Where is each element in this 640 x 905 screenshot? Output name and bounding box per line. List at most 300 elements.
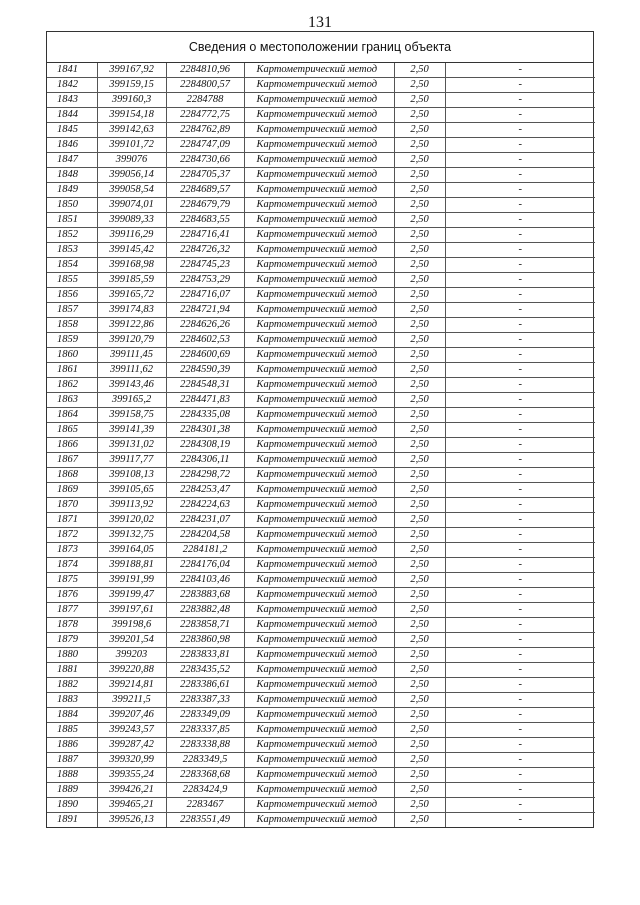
accuracy-cell: 2,50 — [394, 663, 445, 678]
note-cell: - — [445, 258, 595, 273]
x-coordinate-cell: 399185,59 — [97, 273, 166, 288]
method-cell: Картометрический метод — [244, 768, 394, 783]
table-row — [47, 348, 595, 363]
method-cell: Картометрический метод — [244, 618, 394, 633]
y-coordinate-cell: 2284306,11 — [166, 453, 244, 468]
table-row — [47, 213, 595, 228]
y-coordinate-cell: 2283337,85 — [166, 723, 244, 738]
x-coordinate-cell: 399108,13 — [97, 468, 166, 483]
accuracy-cell: 2,50 — [394, 588, 445, 603]
note-cell: - — [445, 588, 595, 603]
table-row — [47, 243, 595, 258]
point-number-cell: 1864 — [47, 408, 97, 423]
note-cell: - — [518, 814, 522, 826]
x-coordinate-cell: 399120,02 — [97, 513, 166, 528]
table-row — [47, 303, 595, 318]
y-coordinate-cell: 2284683,55 — [166, 213, 244, 228]
note-cell: - — [445, 663, 595, 678]
table-row — [47, 663, 595, 678]
accuracy-cell: 2,50 — [394, 348, 445, 363]
accuracy-cell: 2,50 — [394, 633, 445, 648]
y-coordinate-cell: 2283467 — [166, 798, 244, 813]
method-cell: Картометрический метод — [244, 63, 394, 78]
accuracy-cell: 2,50 — [394, 303, 445, 318]
y-coordinate-cell: 2284308,19 — [166, 438, 244, 453]
method-cell: Картометрический метод — [244, 453, 394, 468]
point-number-cell: 1878 — [47, 618, 97, 633]
method-cell: Картометрический метод — [244, 723, 394, 738]
table-row — [47, 153, 595, 168]
method-cell: Картометрический метод — [244, 513, 394, 528]
note-cell: - — [445, 438, 595, 453]
point-number-cell: 1862 — [47, 378, 97, 393]
note-cell: - — [445, 558, 595, 573]
y-coordinate-cell: 2284730,66 — [166, 153, 244, 168]
accuracy-cell: 2,50 — [394, 288, 445, 303]
x-coordinate-cell: 399287,42 — [97, 738, 166, 753]
method-cell: Картометрический метод — [244, 693, 394, 708]
x-coordinate-cell: 399243,57 — [97, 723, 166, 738]
y-coordinate-cell: 2283368,68 — [166, 768, 244, 783]
accuracy-cell: 2,50 — [394, 228, 445, 243]
table-row — [47, 183, 595, 198]
note-cell: - — [445, 798, 595, 813]
accuracy-cell: 2,50 — [394, 273, 445, 288]
note-cell: - — [445, 498, 595, 513]
x-coordinate-cell: 399198,6 — [97, 618, 166, 633]
note-cell: - — [445, 303, 595, 318]
table-row — [47, 603, 595, 618]
x-coordinate-cell: 399188,81 — [97, 558, 166, 573]
method-cell: Картометрический метод — [244, 93, 394, 108]
point-number-cell: 1887 — [47, 753, 97, 768]
note-cell: - — [445, 648, 595, 663]
y-coordinate-cell: 2283435,52 — [166, 663, 244, 678]
x-coordinate-cell: 399122,86 — [97, 318, 166, 333]
x-coordinate-cell: 399089,33 — [97, 213, 166, 228]
y-coordinate-cell: 2284772,75 — [166, 108, 244, 123]
point-number-cell: 1856 — [47, 288, 97, 303]
point-number-cell: 1890 — [47, 798, 97, 813]
method-cell: Картометрический метод — [244, 468, 394, 483]
table-row — [47, 333, 595, 348]
table-row — [47, 423, 595, 438]
y-coordinate-cell: 2284253,47 — [166, 483, 244, 498]
table-row — [47, 318, 595, 333]
method-cell: Картометрический метод — [244, 153, 394, 168]
x-coordinate-cell: 399145,42 — [97, 243, 166, 258]
method-cell: Картометрический метод — [244, 78, 394, 93]
note-cell: - — [445, 423, 595, 438]
accuracy-cell: 2,50 — [394, 483, 445, 498]
accuracy-cell: 2,50 — [394, 498, 445, 513]
accuracy-cell: 2,50 — [394, 603, 445, 618]
accuracy-cell: 2,50 — [394, 513, 445, 528]
x-coordinate-cell: 399159,15 — [97, 78, 166, 93]
y-coordinate-cell: 2283349,5 — [166, 753, 244, 768]
y-coordinate-cell: 2284800,57 — [166, 78, 244, 93]
note-cell: - — [445, 408, 595, 423]
x-coordinate-cell: 399174,83 — [97, 303, 166, 318]
accuracy-cell: 2,50 — [394, 768, 445, 783]
note-cell: - — [445, 243, 595, 258]
x-coordinate-cell: 399320,99 — [97, 753, 166, 768]
note-cell: - — [445, 198, 595, 213]
point-number-cell: 1871 — [47, 513, 97, 528]
x-coordinate-cell: 399074,01 — [97, 198, 166, 213]
point-number-cell: 1851 — [47, 213, 97, 228]
x-coordinate-cell: 399197,61 — [97, 603, 166, 618]
table-row — [47, 138, 595, 153]
note-cell: - — [445, 93, 595, 108]
method-cell: Картометрический метод — [244, 348, 394, 363]
y-coordinate-cell: 2283858,71 — [166, 618, 244, 633]
method-cell: Картометрический метод — [244, 423, 394, 438]
x-coordinate-cell: 399164,05 — [97, 543, 166, 558]
y-coordinate-cell: 2284747,09 — [166, 138, 244, 153]
method-cell: Картометрический метод — [244, 318, 394, 333]
table-row — [47, 678, 595, 693]
accuracy-cell: 2,50 — [394, 648, 445, 663]
note-cell: - — [445, 603, 595, 618]
y-coordinate-cell: 2284716,41 — [166, 228, 244, 243]
note-cell: - — [445, 573, 595, 588]
y-coordinate-cell: 2284590,39 — [166, 363, 244, 378]
method-cell: Картометрический метод — [244, 798, 394, 813]
accuracy-cell: 2,50 — [394, 753, 445, 768]
note-cell: - — [445, 618, 595, 633]
note-cell: - — [445, 213, 595, 228]
table-row — [47, 123, 595, 138]
y-coordinate-cell: 2284810,96 — [166, 63, 244, 78]
x-coordinate-cell: 399076 — [97, 153, 166, 168]
x-coordinate-cell: 399056,14 — [97, 168, 166, 183]
note-cell: - — [445, 78, 595, 93]
method-cell: Картометрический метод — [244, 483, 394, 498]
x-coordinate-cell: 399191,99 — [97, 573, 166, 588]
x-coordinate-cell: 399526,13 — [97, 813, 166, 828]
method-cell: Картометрический метод — [244, 123, 394, 138]
method-cell: Картометрический метод — [244, 738, 394, 753]
method-cell: Картометрический метод — [244, 543, 394, 558]
table-row — [47, 63, 595, 78]
coordinates-table — [47, 63, 595, 827]
table-row — [47, 738, 595, 753]
accuracy-cell: 2,50 — [394, 213, 445, 228]
x-coordinate-cell: 399165,2 — [97, 393, 166, 408]
table-row — [47, 498, 595, 513]
y-coordinate-cell: 2284181,2 — [166, 543, 244, 558]
x-coordinate-cell: 399165,72 — [97, 288, 166, 303]
accuracy-cell: 2,50 — [394, 723, 445, 738]
accuracy-cell: 2,50 — [394, 393, 445, 408]
note-cell: - — [445, 483, 595, 498]
note-cell: - — [445, 753, 595, 768]
point-number-cell: 1886 — [47, 738, 97, 753]
accuracy-cell: 2,50 — [394, 183, 445, 198]
table-row — [47, 618, 595, 633]
point-number-cell: 1848 — [47, 168, 97, 183]
x-coordinate-cell: 399120,79 — [97, 333, 166, 348]
x-coordinate-cell: 399220,88 — [97, 663, 166, 678]
y-coordinate-cell: 2284301,38 — [166, 423, 244, 438]
point-number-cell: 1891 — [47, 813, 97, 828]
y-coordinate-cell: 2283386,61 — [166, 678, 244, 693]
accuracy-cell: 2,50 — [394, 678, 445, 693]
x-coordinate-cell: 399116,29 — [97, 228, 166, 243]
table-row — [47, 558, 595, 573]
accuracy-cell: 2,50 — [394, 813, 445, 828]
x-coordinate-cell: 399141,39 — [97, 423, 166, 438]
point-number-cell: 1881 — [47, 663, 97, 678]
table-row — [47, 528, 595, 543]
accuracy-cell: 2,50 — [394, 63, 445, 78]
method-cell: Картометрический метод — [244, 243, 394, 258]
note-cell: - — [445, 693, 595, 708]
table-row — [47, 228, 595, 243]
note-cell: - — [445, 468, 595, 483]
point-number-cell: 1875 — [47, 573, 97, 588]
x-coordinate-cell: 399211,5 — [97, 693, 166, 708]
point-number-cell: 1852 — [47, 228, 97, 243]
table-row — [47, 378, 595, 393]
accuracy-cell: 2,50 — [394, 528, 445, 543]
x-coordinate-cell: 399207,46 — [97, 708, 166, 723]
note-cell: - — [445, 783, 595, 798]
table-row — [47, 723, 595, 738]
note-cell: - — [445, 393, 595, 408]
table-row — [47, 543, 595, 558]
accuracy-cell: 2,50 — [394, 168, 445, 183]
method-cell: Картометрический метод — [244, 648, 394, 663]
table-row — [47, 588, 595, 603]
method-cell: Картометрический метод — [244, 138, 394, 153]
accuracy-cell: 2,50 — [394, 453, 445, 468]
note-cell: - — [445, 723, 595, 738]
method-cell: Картометрический метод — [244, 678, 394, 693]
point-number-cell: 1855 — [47, 273, 97, 288]
x-coordinate-cell: 399132,75 — [97, 528, 166, 543]
accuracy-cell: 2,50 — [394, 123, 445, 138]
accuracy-cell: 2,50 — [394, 618, 445, 633]
method-cell: Картометрический метод — [244, 588, 394, 603]
method-cell: Картометрический метод — [244, 663, 394, 678]
accuracy-cell: 2,50 — [394, 363, 445, 378]
accuracy-cell: 2,50 — [394, 438, 445, 453]
accuracy-cell: 2,50 — [394, 558, 445, 573]
point-number-cell: 1872 — [47, 528, 97, 543]
note-cell: - — [445, 363, 595, 378]
point-number-cell: 1857 — [47, 303, 97, 318]
point-number-cell: 1882 — [47, 678, 97, 693]
method-cell: Картометрический метод — [244, 378, 394, 393]
x-coordinate-cell: 399203 — [97, 648, 166, 663]
note-cell: - — [445, 138, 595, 153]
y-coordinate-cell: 2284679,79 — [166, 198, 244, 213]
table-row — [47, 438, 595, 453]
table-row — [47, 78, 595, 93]
method-cell: Картометрический метод — [244, 228, 394, 243]
note-cell: - — [445, 153, 595, 168]
x-coordinate-cell: 399167,92 — [97, 63, 166, 78]
table-row — [47, 258, 595, 273]
point-number-cell: 1841 — [47, 63, 97, 78]
note-cell: - — [445, 228, 595, 243]
note-cell: - — [445, 738, 595, 753]
method-cell: Картометрический метод — [244, 528, 394, 543]
method-cell: Картометрический метод — [244, 558, 394, 573]
note-cell: - — [445, 273, 595, 288]
x-coordinate-cell: 399154,18 — [97, 108, 166, 123]
y-coordinate-cell: 2284726,32 — [166, 243, 244, 258]
y-coordinate-cell: 2283349,09 — [166, 708, 244, 723]
note-cell: - — [445, 678, 595, 693]
accuracy-cell: 2,50 — [394, 573, 445, 588]
table-row — [47, 693, 595, 708]
point-number-cell: 1880 — [47, 648, 97, 663]
y-coordinate-cell: 2284602,53 — [166, 333, 244, 348]
y-coordinate-cell: 2284231,07 — [166, 513, 244, 528]
point-number-cell: 1883 — [47, 693, 97, 708]
method-cell: Картометрический метод — [244, 258, 394, 273]
method-cell: Картометрический метод — [244, 273, 394, 288]
point-number-cell: 1849 — [47, 183, 97, 198]
point-number-cell: 1889 — [47, 783, 97, 798]
note-cell: - — [445, 318, 595, 333]
accuracy-cell: 2,50 — [394, 258, 445, 273]
table-row — [47, 798, 595, 813]
point-number-cell: 1876 — [47, 588, 97, 603]
y-coordinate-cell: 2284753,29 — [166, 273, 244, 288]
accuracy-cell: 2,50 — [394, 738, 445, 753]
note-cell: - — [445, 708, 595, 723]
point-number-cell: 1884 — [47, 708, 97, 723]
x-coordinate-cell: 399426,21 — [97, 783, 166, 798]
method-cell: Картометрический метод — [244, 393, 394, 408]
table-row — [47, 783, 595, 798]
table-row — [47, 453, 595, 468]
y-coordinate-cell: 2284103,46 — [166, 573, 244, 588]
accuracy-cell: 2,50 — [394, 78, 445, 93]
point-number-cell: 1870 — [47, 498, 97, 513]
accuracy-cell: 2,50 — [394, 243, 445, 258]
coordinates-table-body — [47, 63, 595, 827]
table-row — [47, 483, 595, 498]
table-row — [47, 93, 595, 108]
x-coordinate-cell: 399131,02 — [97, 438, 166, 453]
note-cell: - — [445, 108, 595, 123]
y-coordinate-cell: 2284204,58 — [166, 528, 244, 543]
table-row — [47, 633, 595, 648]
point-number-cell: 1845 — [47, 123, 97, 138]
accuracy-cell: 2,50 — [394, 543, 445, 558]
method-cell: Картометрический метод — [244, 288, 394, 303]
note-cell: - — [445, 528, 595, 543]
method-cell: Картометрический метод — [244, 333, 394, 348]
point-number-cell: 1861 — [47, 363, 97, 378]
method-cell: Картометрический метод — [244, 603, 394, 618]
table-row — [47, 513, 595, 528]
table-row — [47, 573, 595, 588]
accuracy-cell: 2,50 — [394, 93, 445, 108]
x-coordinate-cell: 399142,63 — [97, 123, 166, 138]
method-cell: Картометрический метод — [244, 438, 394, 453]
method-cell: Картометрический метод — [244, 108, 394, 123]
point-number-cell: 1850 — [47, 198, 97, 213]
point-number-cell: 1844 — [47, 108, 97, 123]
y-coordinate-cell: 2284762,89 — [166, 123, 244, 138]
note-cell: - — [445, 543, 595, 558]
page-number: 131 — [308, 14, 332, 31]
accuracy-cell: 2,50 — [394, 108, 445, 123]
table-row — [47, 648, 595, 663]
y-coordinate-cell: 2284548,31 — [166, 378, 244, 393]
point-number-cell: 1888 — [47, 768, 97, 783]
note-cell: - — [445, 633, 595, 648]
method-cell: Картометрический метод — [244, 783, 394, 798]
point-number-cell: 1859 — [47, 333, 97, 348]
method-cell: Картометрический метод — [244, 363, 394, 378]
boundary-table-sheet — [46, 31, 594, 828]
y-coordinate-cell: 2283424,9 — [166, 783, 244, 798]
method-cell: Картометрический метод — [244, 408, 394, 423]
accuracy-cell: 2,50 — [394, 138, 445, 153]
x-coordinate-cell: 399199,47 — [97, 588, 166, 603]
table-row — [47, 108, 595, 123]
note-cell: - — [445, 288, 595, 303]
note-cell: - — [445, 168, 595, 183]
point-number-cell: 1867 — [47, 453, 97, 468]
y-coordinate-cell: 2284705,37 — [166, 168, 244, 183]
table-row — [47, 708, 595, 723]
table-title: Сведения о местоположении границ объекта — [47, 32, 593, 63]
accuracy-cell: 2,50 — [394, 153, 445, 168]
x-coordinate-cell: 399160,3 — [97, 93, 166, 108]
y-coordinate-cell: 2283387,33 — [166, 693, 244, 708]
accuracy-cell: 2,50 — [394, 423, 445, 438]
y-coordinate-cell: 2283338,88 — [166, 738, 244, 753]
note-cell: - — [445, 123, 595, 138]
method-cell: Картометрический метод — [244, 753, 394, 768]
method-cell: Картометрический метод — [244, 708, 394, 723]
y-coordinate-cell: 2284471,83 — [166, 393, 244, 408]
x-coordinate-cell: 399058,54 — [97, 183, 166, 198]
y-coordinate-cell: 2284716,07 — [166, 288, 244, 303]
point-number-cell: 1854 — [47, 258, 97, 273]
note-cell: - — [445, 183, 595, 198]
accuracy-cell: 2,50 — [394, 318, 445, 333]
point-number-cell: 1842 — [47, 78, 97, 93]
point-number-cell: 1860 — [47, 348, 97, 363]
accuracy-cell: 2,50 — [394, 333, 445, 348]
accuracy-cell: 2,50 — [394, 408, 445, 423]
table-row — [47, 468, 595, 483]
y-coordinate-cell: 2283883,68 — [166, 588, 244, 603]
table-row — [47, 168, 595, 183]
y-coordinate-cell: 2284721,94 — [166, 303, 244, 318]
method-cell: Картометрический метод — [244, 813, 394, 828]
point-number-cell: 1865 — [47, 423, 97, 438]
point-number-cell: 1877 — [47, 603, 97, 618]
accuracy-cell: 2,50 — [394, 468, 445, 483]
note-cell: - — [445, 513, 595, 528]
x-coordinate-cell: 399214,81 — [97, 678, 166, 693]
y-coordinate-cell: 2284689,57 — [166, 183, 244, 198]
x-coordinate-cell: 399111,45 — [97, 348, 166, 363]
x-coordinate-cell: 399158,75 — [97, 408, 166, 423]
table-row — [47, 363, 595, 378]
y-coordinate-cell: 2284745,23 — [166, 258, 244, 273]
